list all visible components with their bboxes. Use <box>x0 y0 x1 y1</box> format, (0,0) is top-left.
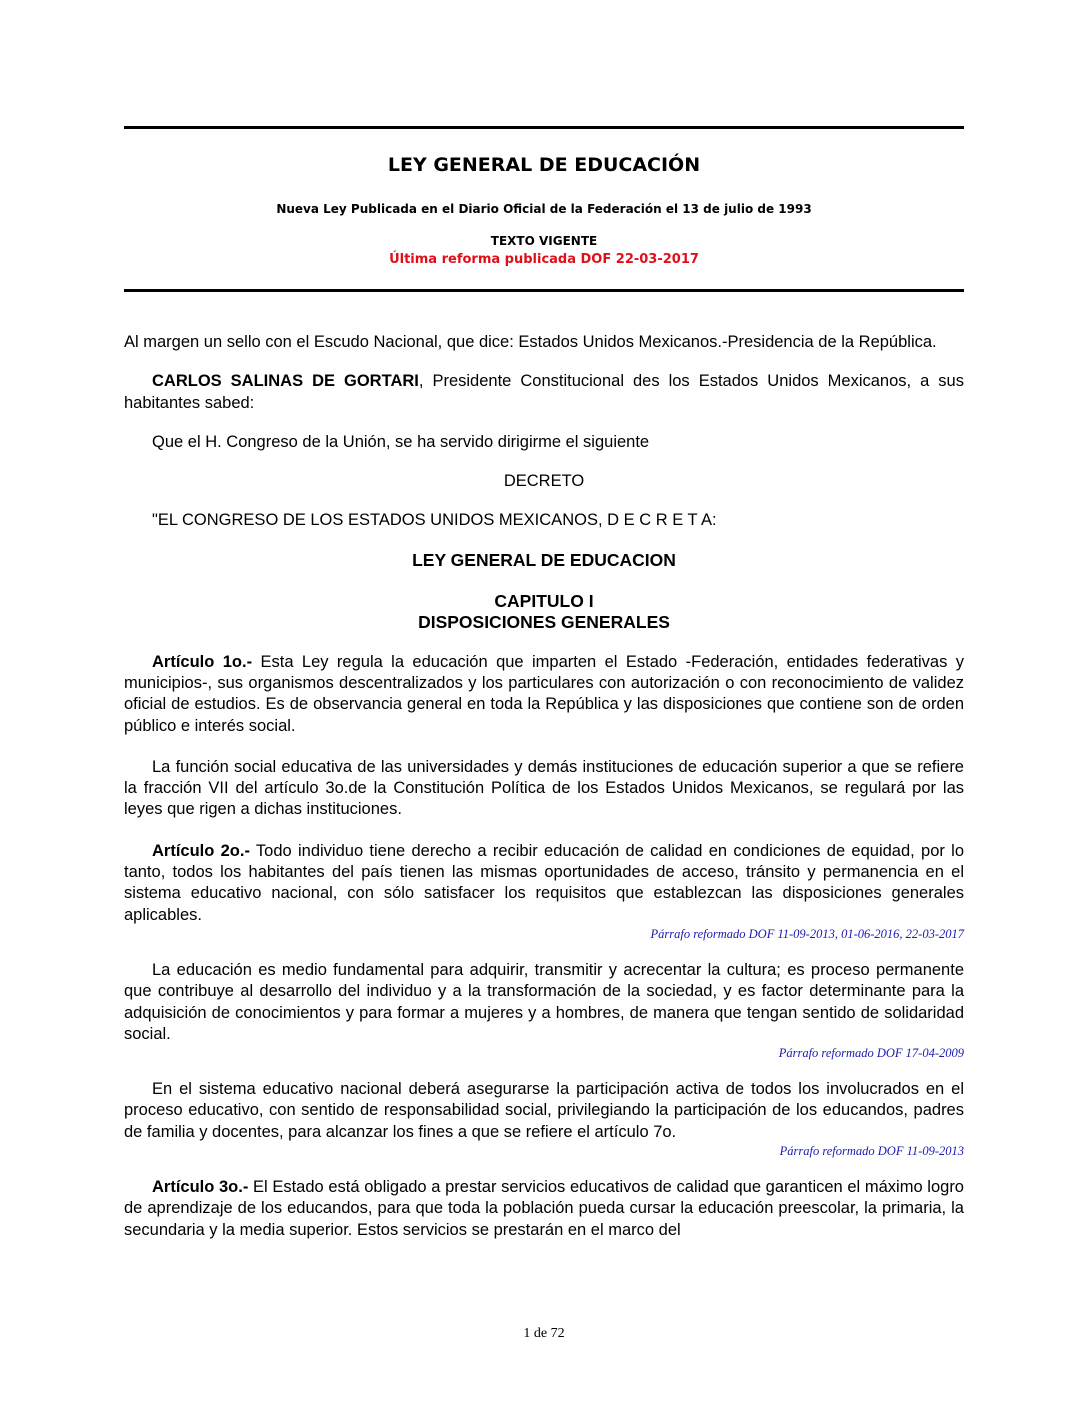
article-3-text: El Estado está obligado a prestar servicios educativos de calidad que garanticen el máximo logro de aprendizaje de los educandos, para que toda la población pueda cursar la educación preescolar, la primaria, la secundaria y la media superior. Estos servicios se prestarán en el marco del <box>124 1178 964 1239</box>
page-number: 1 de 72 <box>523 1326 565 1341</box>
status-label: TEXTO VIGENTE <box>490 234 598 248</box>
reform-note-2: Párrafo reformado DOF 17-04-2009 <box>778 1046 964 1061</box>
article-2-paragraph-2: La educación es medio fundamental para adquirir, transmitir y acrecentar la cultura; es proceso permanente que contribuye al desarrollo del individuo y a la transformación de la sociedad, y es factor determinante para la adquisición de conocimientos y para formar a mujeres y a hombres, de manera que tengan sentido de solidaridad social. <box>124 960 964 1043</box>
article-2-paragraph-3: En el sistema educativo nacional deberá asegurarse la participación activa de todos los involucrados en el proceso educativo, con sentido de responsabilidad social, privilegiando la participación de los educandos, padres de familia y docentes, para alcanzar los fines a que se refiere el artículo 7o. <box>124 1080 964 1141</box>
article-3-paragraph-1 <box>124 1177 964 1241</box>
article-1-paragraph-1 <box>124 652 964 737</box>
article-2-paragraph-1 <box>124 841 964 926</box>
last-reform-note: Última reforma publicada DOF 22-03-2017 <box>389 252 699 267</box>
article-3-label: Artículo 3o.- <box>152 1178 249 1197</box>
chapter-number: CAPITULO I <box>494 591 594 612</box>
article-1-text: Esta Ley regula la educación que imparten el Estado -Federación, entidades federativas y municipios-, sus organismos descentralizados y los particulares con autorización o con reconocimiento de validez oficial de estudios. Es de observancia general en toda la República y las disposiciones que contiene son de orden público e interés social. <box>124 652 964 735</box>
bottom-rule <box>124 289 964 292</box>
top-rule <box>124 126 964 129</box>
article-2-text: Todo individuo tiene derecho a recibir educación de calidad en condiciones de equidad, por lo tanto, todos los habitantes del país tienen las mismas oportunidades de acceso, tránsito y permanencia en el sistema educativo nacional, con sólo satisfacer los requisitos que establezcan las disposiciones generales aplicables. <box>124 841 964 924</box>
article-1-label: Artículo 1o.- <box>152 652 253 671</box>
chapter-name: DISPOSICIONES GENERALES <box>418 612 670 633</box>
publication-note: Nueva Ley Publicada en el Diario Oficial de la Federación el 13 de julio de 1993 <box>276 202 812 216</box>
president-name: CARLOS SALINAS DE GORTARI <box>152 372 419 391</box>
president-paragraph <box>124 371 964 414</box>
article-2-label: Artículo 2o.- <box>152 841 250 860</box>
reform-note-3: Párrafo reformado DOF 11-09-2013 <box>779 1144 964 1159</box>
president-text: , Presidente Constitucional des los Estados Unidos Mexicanos, a sus habitantes sabed: <box>124 372 964 412</box>
document-body <box>124 332 964 1241</box>
decreto-heading: DECRETO <box>503 472 585 491</box>
decree-paragraph: "EL CONGRESO DE LOS ESTADOS UNIDOS MEXICANOS, D E C R E T A: <box>152 511 717 530</box>
seal-paragraph: Al margen un sello con el Escudo Nacional, que dice: Estados Unidos Mexicanos.-Presidencia de la República. <box>124 333 937 351</box>
congress-paragraph: Que el H. Congreso de la Unión, se ha servido dirigirme el siguiente <box>152 432 650 451</box>
document-title: LEY GENERAL DE EDUCACIÓN <box>387 154 701 176</box>
article-1-paragraph-2: La función social educativa de las universidades y demás instituciones de educación superior a que se refiere la fracción VII del artículo 3o.de la Constitución Política de los Estados Unidos Mexicanos, se regulará por las leyes que rigen a dichas instituciones. <box>124 757 964 819</box>
reform-note-1: Párrafo reformado DOF 11-09-2013, 01-06-2016, 22-03-2017 <box>650 926 964 941</box>
document-page <box>124 0 964 1408</box>
law-title: LEY GENERAL DE EDUCACION <box>412 549 676 570</box>
